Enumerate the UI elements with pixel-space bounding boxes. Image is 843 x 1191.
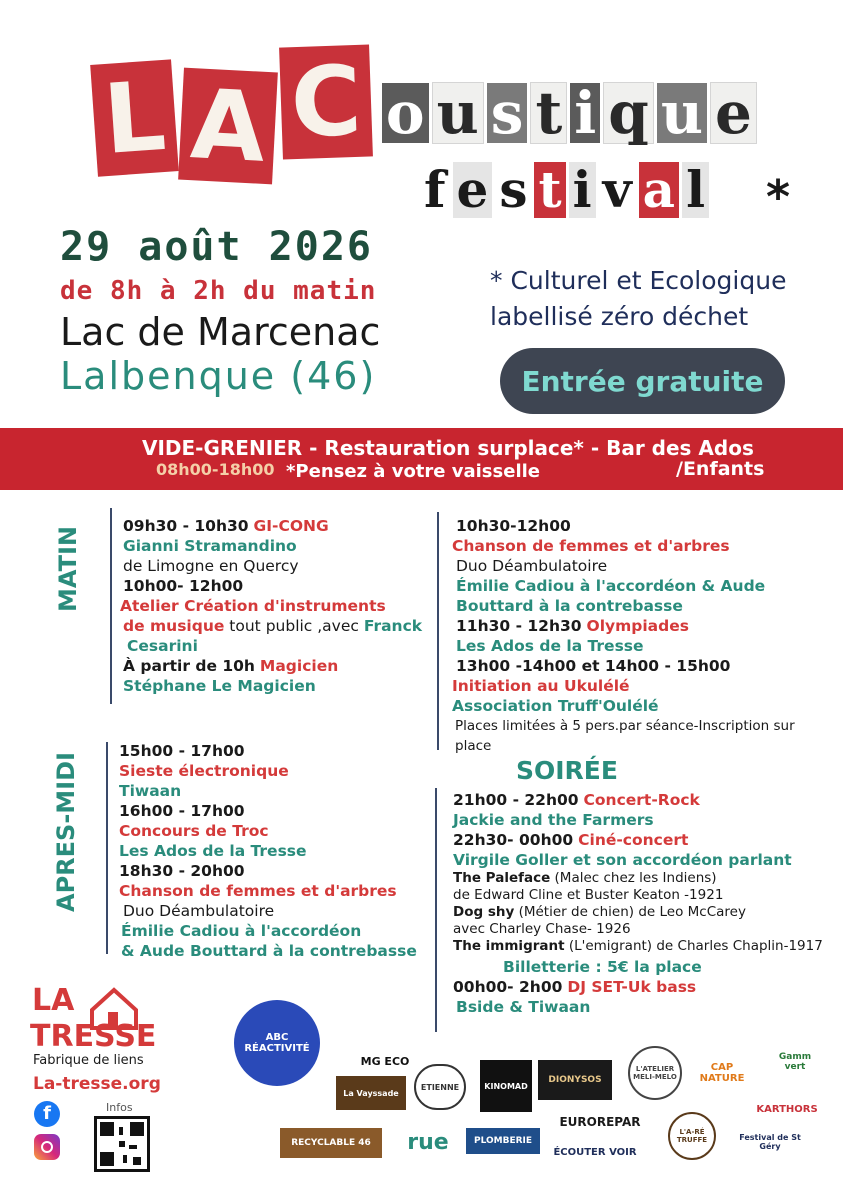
sponsor-logo: ÉCOUTER VOIR <box>553 1146 637 1158</box>
programme-line: Sieste électronique <box>119 762 289 780</box>
programme-line: 18h30 - 20h00 <box>119 862 245 880</box>
band-enfants: /Enfants <box>676 458 765 480</box>
eco-note-2: labellisé zéro déchet <box>490 302 749 331</box>
programme-line: 15h00 - 17h00 <box>119 742 245 760</box>
programme-line: Duo Déambulatoire <box>123 902 275 920</box>
sponsor-logo: PLOMBERIE <box>466 1128 540 1154</box>
programme-apres-midi-left <box>119 741 417 961</box>
programme-line: 00h00- 2h00 DJ SET-Uk bass <box>453 978 697 996</box>
programme-line: Gianni Stramandino <box>123 537 297 555</box>
programme-line: 22h30- 00h00 Ciné-concert <box>453 831 689 849</box>
sponsor-logo: KARTHORS <box>756 1103 818 1115</box>
title-letter: s <box>487 83 528 143</box>
programme-line: Cesarini <box>127 637 198 655</box>
programme-line: Association Truff'Oulélé <box>452 697 659 715</box>
programme-line: & Aude Bouttard à la contrebasse <box>121 942 417 960</box>
infos-label: Infos <box>106 1101 133 1114</box>
programme-line: Virgile Goller et son accordéon parlant <box>453 851 792 869</box>
sponsor-logo: L'ATELIER MELI-MELO <box>628 1046 682 1100</box>
title-letter: e <box>710 82 757 144</box>
programme-line: Stéphane Le Magicien <box>123 677 316 695</box>
programme-line: 11h30 - 12h30 Olympiades <box>456 617 689 635</box>
title-letter: l <box>682 162 709 218</box>
sponsor-logo: ETIENNE <box>414 1064 466 1110</box>
programme-line: Les Ados de la Tresse <box>119 842 307 860</box>
programme-line: Bouttard à la contrebasse <box>456 597 683 615</box>
programme-soiree-right <box>453 790 823 1017</box>
programme-line: de Limogne en Quercy <box>123 557 299 575</box>
title-letter: q <box>603 82 654 144</box>
title-letter: e <box>453 162 493 218</box>
programme-line: 09h30 - 10h30 GI-CONG <box>123 517 329 535</box>
programme-line: The immigrant (L'emigrant) de Charles Chaplin-1917 <box>453 938 823 954</box>
programme-line: Concours de Troc <box>119 822 269 840</box>
title-letter: i <box>569 162 596 218</box>
programme-line: Chanson de femmes et d'arbres <box>452 537 730 555</box>
sponsor-logo: rue <box>407 1129 449 1155</box>
sponsor-logo: KINOMAD <box>480 1060 532 1112</box>
programme-line: 13h00 -14h00 et 14h00 - 15h00 <box>456 657 731 675</box>
divider <box>435 788 437 1032</box>
event-town: Lalbenque (46) <box>60 354 377 398</box>
la-tresse-logo <box>30 980 160 1050</box>
programme-line: Tiwaan <box>119 782 182 800</box>
title-letter: v <box>599 162 636 218</box>
title-letter: C <box>280 44 374 159</box>
programme-line: Billetterie : 5€ la place <box>503 958 702 976</box>
programme-line: Chanson de femmes et d'arbres <box>119 882 397 900</box>
band-main-text: VIDE-GRENIER - Restauration surplace* - Bar des Ados <box>142 436 754 460</box>
programme-line: Duo Déambulatoire <box>456 557 608 575</box>
programme-line: Bside & Tiwaan <box>456 998 591 1016</box>
title-oustique <box>382 79 760 147</box>
la-tresse-tagline: Fabrique de liens <box>33 1053 144 1068</box>
programme-line: Émilie Cadiou à l'accordéon <box>121 922 362 940</box>
programme-line: Les Ados de la Tresse <box>456 637 644 655</box>
programme-line: 10h30-12h00 <box>456 517 571 535</box>
programme-line: Initiation au Ukulélé <box>452 677 630 695</box>
programme-line: Jackie and the Farmers <box>453 811 654 829</box>
title-letter: u <box>432 82 484 144</box>
programme-line: 16h00 - 17h00 <box>119 802 245 820</box>
programme-line: avec Charley Chase- 1926 <box>453 921 631 937</box>
title-letter: u <box>657 83 707 143</box>
programme-line: À partir de 10h Magicien <box>123 657 339 675</box>
title-letter: f <box>420 162 450 218</box>
free-entry-badge: Entrée gratuite <box>500 348 785 414</box>
title-asterisk: * <box>766 170 791 224</box>
programme-line: Atelier Création d'instruments <box>120 597 386 615</box>
section-label-soiree: SOIRÉE <box>516 756 618 785</box>
title-letter: A <box>178 68 278 185</box>
section-label-apres-midi: APRES-MIDI <box>52 752 80 912</box>
title-letter: L <box>90 59 179 176</box>
title-festival <box>420 162 712 218</box>
event-hours: de 8h à 2h du matin <box>60 276 377 306</box>
sponsor-logo: CAP NATURE <box>699 1062 745 1084</box>
programme-line: Places limitées à 5 pers.par séance-Inscription sur <box>455 718 795 734</box>
programme-matin-right <box>452 516 795 756</box>
event-place: Lac de Marcenac <box>60 310 381 354</box>
section-label-matin: MATIN <box>54 526 82 612</box>
eco-note: * Culturel et Ecologique <box>490 266 787 295</box>
title-letter: t <box>530 82 567 144</box>
band-times: 08h00-18h00 <box>156 460 275 479</box>
divider <box>437 512 439 750</box>
sponsor-logo: Gamm vert <box>778 1052 812 1072</box>
programme-line: Dog shy (Métier de chien) de Leo McCarey <box>453 904 746 920</box>
svg-text:LA: LA <box>32 983 75 1018</box>
programme-line: de musique tout public ,avec Franck <box>123 617 423 635</box>
programme-line: The Paleface (Malec chez les Indiens) <box>453 870 717 886</box>
programme-line: Émilie Cadiou à l'accordéon & Aude <box>456 577 766 595</box>
programme-line: place <box>455 738 492 754</box>
instagram-icon[interactable] <box>34 1134 60 1160</box>
band-vaisselle: *Pensez à votre vaisselle <box>286 461 540 482</box>
title-letter: s <box>495 162 531 218</box>
sponsor-logo: Festival de St Géry <box>739 1133 801 1151</box>
programme-line: 10h00- 12h00 <box>123 577 244 595</box>
divider <box>106 742 108 954</box>
sponsor-logo: La Vayssade <box>336 1076 406 1110</box>
divider <box>110 508 112 704</box>
svg-text:TRESSE: TRESSE <box>30 1019 157 1050</box>
title-letter: o <box>382 83 429 143</box>
qr-code[interactable] <box>94 1116 150 1172</box>
sponsor-logo: ABC RÉACTIVITÉ <box>234 1000 320 1086</box>
sponsor-logo: L'A-RÉ TRUFFE <box>668 1112 716 1160</box>
title-letter: a <box>639 162 679 218</box>
sponsor-logo: MG ECO <box>360 1055 410 1068</box>
title-letter: t <box>534 162 565 218</box>
title-letter: i <box>570 83 600 143</box>
website-link[interactable]: La-tresse.org <box>33 1074 161 1094</box>
sponsor-logo: DIONYSOS <box>538 1060 612 1100</box>
programme-matin-left <box>120 516 423 696</box>
sponsor-logo: RECYCLABLE 46 <box>280 1128 382 1158</box>
programme-line: 21h00 - 22h00 Concert-Rock <box>453 791 700 809</box>
facebook-icon[interactable]: f <box>34 1101 60 1127</box>
event-date: 29 août 2026 <box>60 224 373 270</box>
programme-line: de Edward Cline et Buster Keaton -1921 <box>453 887 724 903</box>
sponsor-logo: EUROREPAR <box>559 1115 641 1129</box>
